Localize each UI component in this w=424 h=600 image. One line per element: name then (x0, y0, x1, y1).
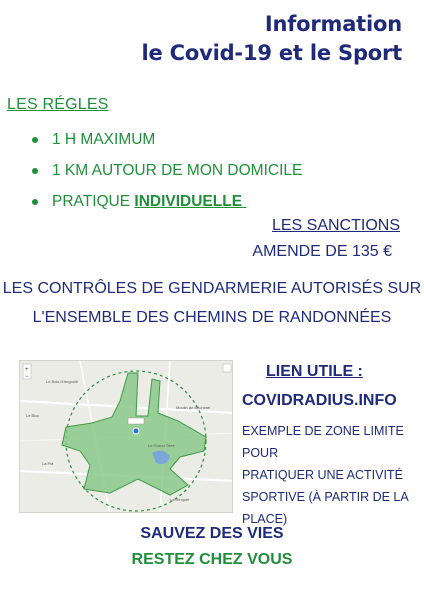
useful-link[interactable]: COVIDRADIUS.INFO (242, 392, 397, 409)
rule-item-text: 1 H MAXIMUM (52, 130, 156, 148)
map-label: Le Bois d'Angoulé (46, 379, 79, 384)
location-marker-icon (133, 428, 139, 434)
useful-heading: LIEN UTILE : (266, 363, 363, 380)
rule-item (32, 124, 302, 155)
stay-home-text: RESTEZ CHEZ VOUS (131, 551, 293, 568)
map-label: La Rinquet (170, 497, 190, 502)
desc-line: SPORTIVE (À PARTIR DE LA (242, 490, 409, 504)
zoom-in-button[interactable]: + (25, 367, 29, 373)
rules-heading: LES RÉGLES (7, 96, 109, 113)
marker-popup (128, 418, 144, 424)
zoom-out-button[interactable]: − (25, 374, 29, 380)
desc-line: PLACE) (242, 512, 288, 526)
page-title (72, 10, 402, 68)
bullet-icon (32, 168, 38, 174)
sanctions-controls (0, 274, 424, 332)
map-label: Moulin de Bécherel (176, 405, 211, 410)
controls-line-2: L'ENSEMBLE DES CHEMINS DE RANDONNÉES (32, 309, 392, 326)
zone-map (19, 360, 233, 513)
controls-line-1: LES CONTRÔLES DE GENDARMERIE AUTORISÉS SUR (2, 280, 422, 297)
rule-item-text: 1 KM AUTOUR DE MON DOMICILE (52, 161, 303, 179)
sanctions-fine: AMENDE DE 135 € (252, 243, 392, 260)
sanctions-heading: LES SANCTIONS (271, 217, 400, 234)
map-label: Le Grand Tirée (148, 443, 175, 448)
bullet-icon (32, 137, 38, 143)
useful-description (242, 420, 418, 530)
rule-item-strong: INDIVIDUELLE (134, 192, 247, 210)
desc-line: PRATIQUER UNE ACTIVITÉ (242, 468, 403, 482)
layers-icon[interactable] (223, 364, 231, 372)
title-line-1: Information (264, 12, 402, 36)
desc-line: EXEMPLE DE ZONE LIMITE POUR (242, 424, 404, 460)
zone-area (62, 373, 206, 495)
map-label: La Pla (42, 461, 54, 466)
rule-item (32, 155, 302, 186)
title-line-2: le Covid-19 et le Sport (141, 41, 402, 65)
map-label: Le Bloc (26, 413, 40, 418)
rules-list (32, 124, 302, 217)
save-lives-text: SAUVEZ DES VIES (140, 525, 284, 542)
bullet-icon (32, 199, 38, 205)
map-svg (20, 361, 233, 513)
rule-item-prefix: PRATIQUE (52, 192, 135, 210)
rule-item (32, 186, 302, 217)
